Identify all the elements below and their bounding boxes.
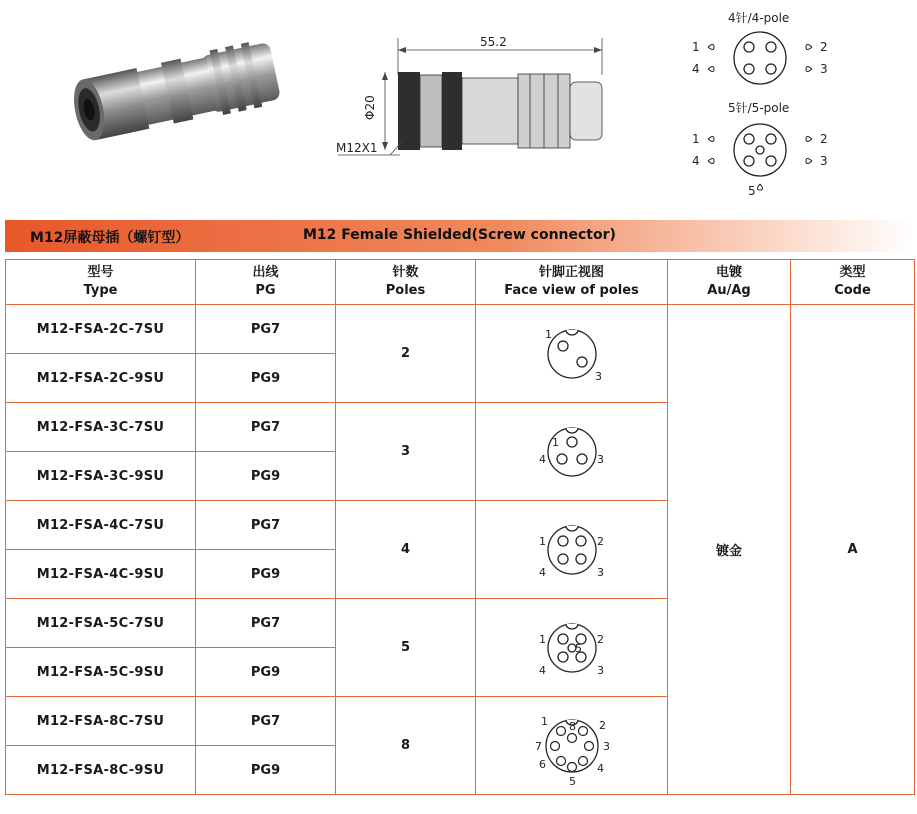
five-pole-pin-1: 1 <box>692 132 700 146</box>
table-header-row <box>6 260 915 305</box>
four-pole-pin-1: 1 <box>692 40 700 54</box>
type-cell: M12-FSA-4C-9SU <box>6 550 196 599</box>
diameter-dimension: Φ20 <box>363 95 377 120</box>
svg-text:1: 1 <box>551 435 559 449</box>
svg-text:1: 1 <box>538 534 546 548</box>
poles-cell: 8 <box>336 697 476 795</box>
table-row <box>6 305 915 354</box>
five-pole-pin-4: 4 <box>692 154 700 168</box>
header-code: 类型 Code <box>791 260 915 305</box>
type-cell: M12-FSA-3C-9SU <box>6 452 196 501</box>
pg-cell: PG7 <box>196 697 336 746</box>
type-cell: M12-FSA-5C-9SU <box>6 648 196 697</box>
type-cell: M12-FSA-2C-9SU <box>6 354 196 403</box>
four-pole-pin-3: 3 <box>820 62 828 76</box>
header-type: 型号 Type <box>6 260 196 305</box>
svg-text:3: 3 <box>596 565 604 579</box>
pg-cell: PG7 <box>196 305 336 354</box>
face-view-8-pole <box>476 697 668 795</box>
svg-text:8: 8 <box>568 719 576 733</box>
type-cell: M12-FSA-8C-9SU <box>6 746 196 795</box>
svg-text:5: 5 <box>568 774 576 788</box>
four-pole-pin-4: 4 <box>692 62 700 76</box>
face-view-2-pole <box>476 305 668 403</box>
header-face-view: 针脚正视图 Face view of poles <box>476 260 668 305</box>
five-pole-pin-5: 5 <box>748 184 756 198</box>
connector-photo <box>58 40 298 150</box>
poles-cell: 5 <box>336 599 476 697</box>
length-dimension: 55.2 <box>480 35 507 49</box>
four-pole-pin-2: 2 <box>820 40 828 54</box>
svg-text:1: 1 <box>538 632 546 646</box>
pg-cell: PG7 <box>196 501 336 550</box>
pg-cell: PG9 <box>196 746 336 795</box>
dimension-drawing <box>330 30 610 180</box>
svg-text:3: 3 <box>594 369 602 383</box>
pg-cell: PG7 <box>196 403 336 452</box>
header-pg: 出线 PG <box>196 260 336 305</box>
svg-text:3: 3 <box>596 663 604 677</box>
type-cell: M12-FSA-8C-7SU <box>6 697 196 746</box>
pg-cell: PG9 <box>196 452 336 501</box>
pg-cell: PG9 <box>196 354 336 403</box>
thread-dimension: M12X1 <box>336 141 378 155</box>
svg-text:4: 4 <box>538 565 546 579</box>
svg-text:1: 1 <box>544 327 552 341</box>
four-pole-title: 4针/4-pole <box>728 11 790 25</box>
type-cell: M12-FSA-4C-7SU <box>6 501 196 550</box>
svg-text:4: 4 <box>596 761 604 775</box>
banner-title-en: M12 Female Shielded(Screw connector) <box>303 227 616 243</box>
svg-text:4: 4 <box>538 663 546 677</box>
type-cell: M12-FSA-3C-7SU <box>6 403 196 452</box>
type-cell: M12-FSA-5C-7SU <box>6 599 196 648</box>
five-pole-pin-2: 2 <box>820 132 828 146</box>
face-view-4-pole <box>476 501 668 599</box>
header-plating: 电镀 Au/Ag <box>668 260 791 305</box>
svg-text:2: 2 <box>596 534 604 548</box>
banner-title-cn: M12屏蔽母插（螺钉型） <box>30 230 190 246</box>
poles-cell: 4 <box>336 501 476 599</box>
face-view-3-pole <box>476 403 668 501</box>
type-cell: M12-FSA-2C-7SU <box>6 305 196 354</box>
svg-text:3: 3 <box>602 739 610 753</box>
svg-text:1: 1 <box>540 714 548 728</box>
spec-table <box>5 259 915 795</box>
five-pole-pin-3: 3 <box>820 154 828 168</box>
section-banner <box>5 220 914 252</box>
face-view-5-pole <box>476 599 668 697</box>
svg-text:2: 2 <box>596 632 604 646</box>
plating-cell: 镀金 <box>668 305 791 795</box>
poles-cell: 2 <box>336 305 476 403</box>
svg-text:6: 6 <box>538 757 546 771</box>
svg-text:5: 5 <box>574 641 582 655</box>
pg-cell: PG9 <box>196 648 336 697</box>
pinout-diagrams <box>680 0 850 205</box>
header-poles: 针数 Poles <box>336 260 476 305</box>
pg-cell: PG9 <box>196 550 336 599</box>
svg-text:4: 4 <box>538 452 546 466</box>
pg-cell: PG7 <box>196 599 336 648</box>
code-cell: A <box>791 305 915 795</box>
poles-cell: 3 <box>336 403 476 501</box>
svg-text:3: 3 <box>596 452 604 466</box>
five-pole-title: 5针/5-pole <box>728 101 790 115</box>
svg-text:2: 2 <box>598 718 606 732</box>
svg-text:7: 7 <box>534 739 542 753</box>
